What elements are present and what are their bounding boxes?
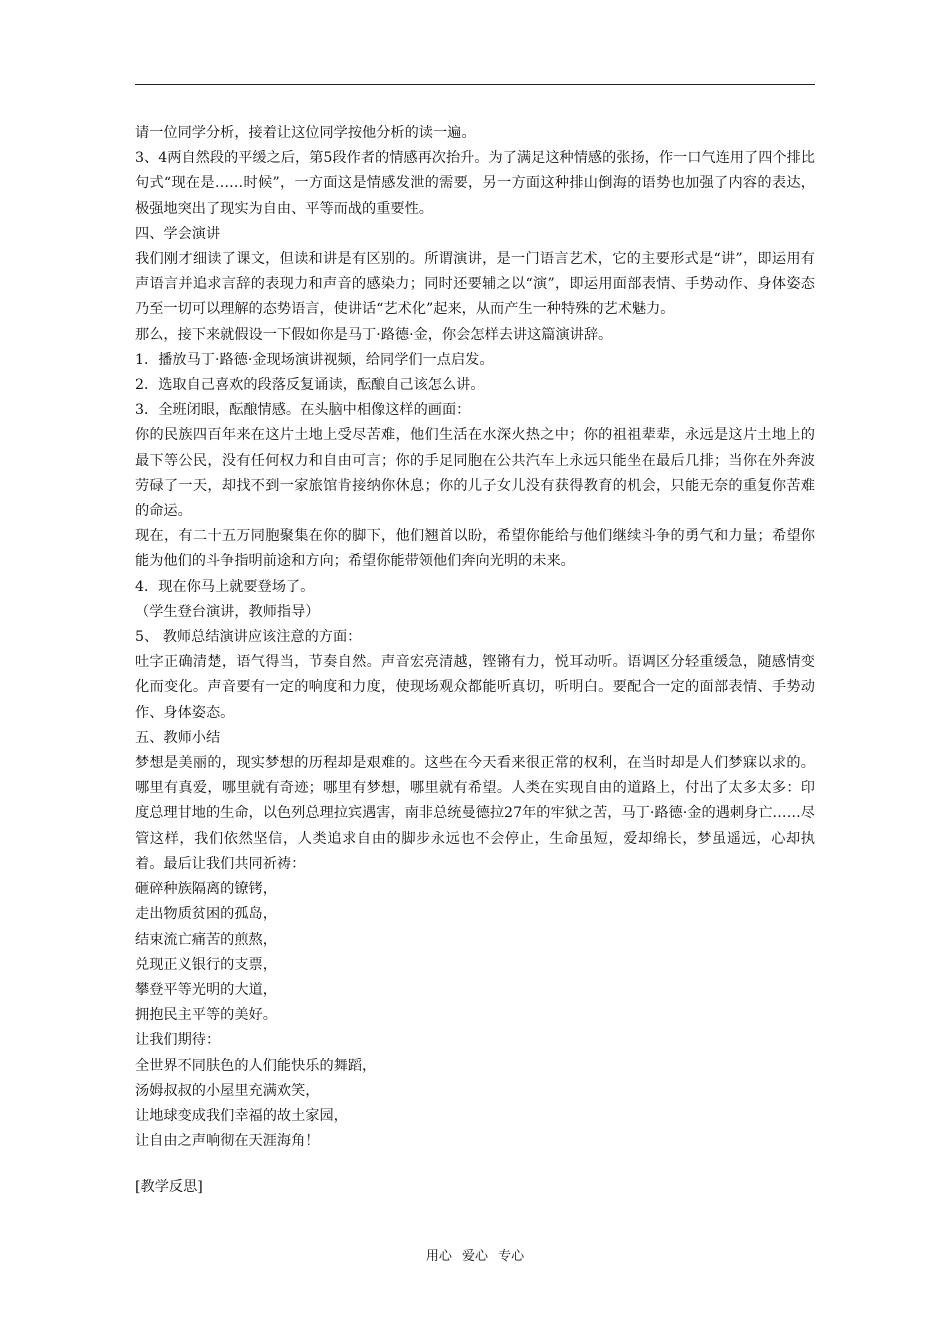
poem-line: 走出物质贫困的孤岛， xyxy=(135,906,277,923)
spacer xyxy=(135,1154,815,1175)
list-item: 3．全班闭眼，酝酿情感。在头脑中相像这样的画面： xyxy=(135,402,471,419)
paragraph: 吐字正确清楚，语气得当，节奏自然。声音宏亮清越，铿锵有力，悦耳动听。语调区分轻重缓急，随感情变化而变化。声音要有一定的响度和力度，使现场观众都能听真切，听明白。要配合一定的面部表情、手势动作、身体姿态。 xyxy=(135,654,815,721)
header-rule xyxy=(135,84,815,85)
poem-line: 结束流亡痛苦的煎熬， xyxy=(135,931,277,948)
paragraph: 现在，有二十五万同胞聚集在你的脚下，他们翘首以盼，希望你能给与他们继续斗争的勇气和力量；希望你能为他们的斗争指明前途和方向；希望你能带领他们奔向光明的未来。 xyxy=(135,528,815,570)
paragraph: 让我们期待： xyxy=(135,1032,221,1049)
paragraph: 3、4两自然段的平缓之后，第5段作者的情感再次抬升。为了满足这种情感的张扬，作一口气连用了四个排比句式“现在是……时候”，一方面这是情感发泄的需要，另一方面这种排山倒海的语势也加强了内容的表达，极强地突出了现实为自由、平等而战的重要性。 xyxy=(135,150,815,217)
poem-line: 砸碎种族隔离的镣铐， xyxy=(135,881,277,898)
list-item: 4．现在你马上就要登场了。 xyxy=(135,578,315,595)
paragraph: 我们刚才细读了课文，但读和讲是有区别的。所谓演讲，是一门语言艺术，它的主要形式是“讲”，即运用有声语言并追求言辞的表现力和声音的感染力；同时还要辅之以“演”，即运用面部表情、手势动作、身体姿态乃至一切可以理解的态势语言，使讲话“艺术化”起来，从而产生一种特殊的艺术魅力。 xyxy=(135,251,815,318)
paragraph: 请一位同学分析，接着让这位同学按他分析的读一遍。 xyxy=(135,125,476,141)
poem-line: 兑现正义银行的支票， xyxy=(135,956,277,973)
reflection-heading: [教学反思] xyxy=(135,1179,203,1196)
poem-line: 攀登平等光明的大道， xyxy=(135,981,277,998)
paragraph: （学生登台演讲，教师指导） xyxy=(135,603,320,620)
poem-line: 全世界不同肤色的人们能快乐的舞蹈， xyxy=(135,1057,377,1074)
poem-line: 让地球变成我们幸福的故土家园， xyxy=(135,1107,348,1124)
list-item: 1．播放马丁·路德·金现场演讲视频，给同学们一点启发。 xyxy=(135,351,494,368)
paragraph: 那么，接下来就假设一下假如你是马丁·路德·金，你会怎样去讲这篇演讲辞。 xyxy=(135,326,613,343)
document-body xyxy=(135,121,815,1201)
list-item: 2．选取自己喜欢的段落反复诵读，酝酿自己该怎么讲。 xyxy=(135,377,485,394)
section-heading-teacher-summary: 五、教师小结 xyxy=(135,729,221,746)
poem-line: 拥抱民主平等的美好。 xyxy=(135,1007,277,1024)
page-footer: 用心 爱心 专心 xyxy=(425,1249,525,1264)
poem-line: 汤姆叔叔的小屋里充满欢笑， xyxy=(135,1082,320,1099)
poem-line: 让自由之声响彻在天涯海角！ xyxy=(135,1133,320,1150)
list-item: 5、 教师总结演讲应该注意的方面： xyxy=(135,629,362,646)
section-heading-learn-speech: 四、学会演讲 xyxy=(135,225,221,242)
paragraph: 你的民族四百年来在这片土地上受尽苦难，他们生活在水深火热之中；你的祖祖辈辈，永远是这片土地上的最下等公民，没有任何权力和自由可言；你的手足同胞在公共汽车上永远只能坐在最后几排；当你在外奔波劳碌了一天，却找不到一家旅馆肯接纳你休息；你的儿子女儿没有获得教育的机会，只能无奈的重复你苦难的命运。 xyxy=(135,427,815,520)
paragraph: 梦想是美丽的，现实梦想的历程却是艰难的。这些在今天看来很正常的权利，在当时却是人们梦寐以求的。哪里有真爱，哪里就有奇迹；哪里有梦想，哪里就有希望。人类在实现自由的道路上，付出了太多太多：印度总理甘地的生命，以色列总理拉宾遇害，南非总统曼德拉27年的牢狱之苦，马丁·路德·金的遇刺身亡……尽管这样，我们依然坚信，人类追求自由的脚步永远也不会停止，生命虽短，爱却绵长，梦虽遥远，心却执着。最后让我们共同祈祷： xyxy=(135,755,815,872)
